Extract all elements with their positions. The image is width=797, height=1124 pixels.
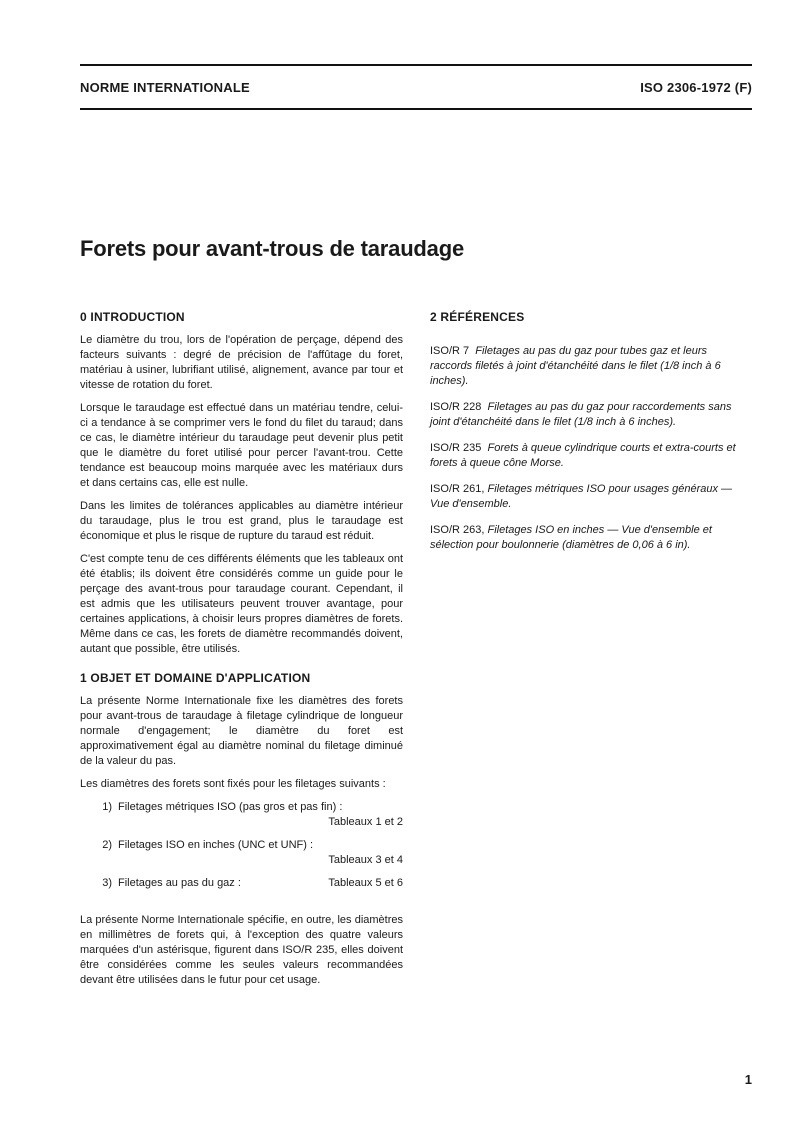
header-rule-bottom (80, 108, 752, 110)
section-heading-introduction: 0 INTRODUCTION (80, 310, 185, 324)
list-table-ref: Tableaux 5 et 6 (328, 877, 403, 889)
scope-paragraph: La présente Norme Internationale fixe les diamètres des forets pour avant-trous de taraudage à filetage cylindrique de longueur normale d'engagement; le diamètre du foret est approximativement égal au diamètre nominal du filetage diminué de la valeur du pas. (80, 695, 403, 767)
reference-item (430, 523, 752, 553)
thread-list-item (80, 838, 403, 868)
reference-code: ISO/R 7 (430, 345, 470, 357)
list-text: Filetages ISO en inches (UNC et UNF) : (118, 839, 314, 851)
section-heading-scope: 1 OBJET ET DOMAINE D'APPLICATION (80, 671, 311, 685)
reference-item (430, 400, 752, 430)
reference-code: ISO/R 228 (430, 401, 482, 413)
header-standard-type: NORME INTERNATIONALE (80, 80, 250, 95)
list-number: 2) (102, 839, 112, 851)
section-heading-references: 2 RÉFÉRENCES (430, 310, 525, 324)
list-text: Filetages au pas du gaz : (118, 877, 241, 889)
intro-paragraph: C'est compte tenu de ces différents éléments que les tableaux ont été établis; ils doivent être considérés comme un guide pour le perçage des avant-trous pour taraudage courant. Cependant, il est admis que les utilisateurs peuvent trouver avantage, pour certaines applications, à choisir leurs propres diamètres de forets. Même dans ce cas, les forets de diamètre recommandés doivent, autant que possible, être utilisés. (80, 553, 403, 655)
page-number: 1 (744, 1072, 752, 1087)
intro-paragraph: Dans les limites de tolérances applicables au diamètre intérieur du taraudage, plus le trou est grand, plus le taraudage est économique et plus le risque de rupture du taraud est réduit. (80, 500, 403, 542)
reference-item (430, 482, 752, 512)
scope-paragraph: La présente Norme Internationale spécifie, en outre, les diamètres en millimètres de forets qui, à l'exception des quatre valeurs marquées d'un astérisque, figurent dans ISO/R 235, elles doivent être considérées comme les seules valeurs recommandées devant être utilisées dans le futur pour cet usage. (80, 914, 403, 986)
scope-paragraph: Les diamètres des forets sont fixés pour les filetages suivants : (80, 778, 386, 790)
list-text: Filetages métriques ISO (pas gros et pas fin) : (118, 801, 343, 813)
reference-code: ISO/R 263, (430, 524, 485, 536)
list-table-ref: Tableaux 1 et 2 (328, 816, 403, 828)
right-column (430, 310, 752, 564)
thread-list-item (80, 800, 403, 830)
header-standard-number: ISO 2306-1972 (F) (640, 80, 752, 95)
list-number: 1) (102, 801, 112, 813)
reference-item (430, 344, 752, 389)
thread-list-item (80, 876, 403, 891)
reference-title: Forets à queue cylindrique courts et extra-courts et forets à queue cône Morse. (430, 442, 736, 469)
reference-title: Filetages au pas du gaz pour raccordements sans joint d'étanchéité dans le filet (1/8 inch à 6 inches). (430, 401, 732, 428)
reference-title: Filetages ISO en inches — Vue d'ensemble et sélection pour boulonnerie (diamètres de 0,06 à 6 in). (430, 524, 712, 551)
reference-title: Filetages métriques ISO pour usages généraux — Vue d'ensemble. (430, 483, 733, 510)
intro-paragraph: Le diamètre du trou, lors de l'opération de perçage, dépend des facteurs suivants : degré de précision de l'affûtage du foret, matériau à usiner, lubrifiant utilisé, alignement, avance par tour et vitesse de rotation du foret. (80, 334, 403, 391)
list-table-ref: Tableaux 3 et 4 (328, 854, 403, 866)
left-column (80, 310, 403, 996)
reference-code: ISO/R 261, (430, 483, 485, 495)
header-rule-top (80, 64, 752, 66)
reference-title: Filetages au pas du gaz pour tubes gaz et leurs raccords filetés à joint d'étanchéité dans le filet (1/8 inch à 6 inches). (430, 345, 721, 387)
reference-code: ISO/R 235 (430, 442, 482, 454)
reference-item (430, 441, 752, 471)
list-number: 3) (102, 877, 112, 889)
intro-paragraph: Lorsque le taraudage est effectué dans un matériau tendre, celui-ci a tendance à se comprimer vers le fond du filet du taraud; dans ce cas, le diamètre intérieur du taraudage peut devenir plus petit que le diamètre du foret utilisé pour percer l'avant-trou. Cette tendance est beaucoup moins marquée avec les matériaux durs et dans certains cas, elle est nulle. (80, 402, 403, 489)
document-title: Forets pour avant-trous de taraudage (80, 236, 464, 261)
